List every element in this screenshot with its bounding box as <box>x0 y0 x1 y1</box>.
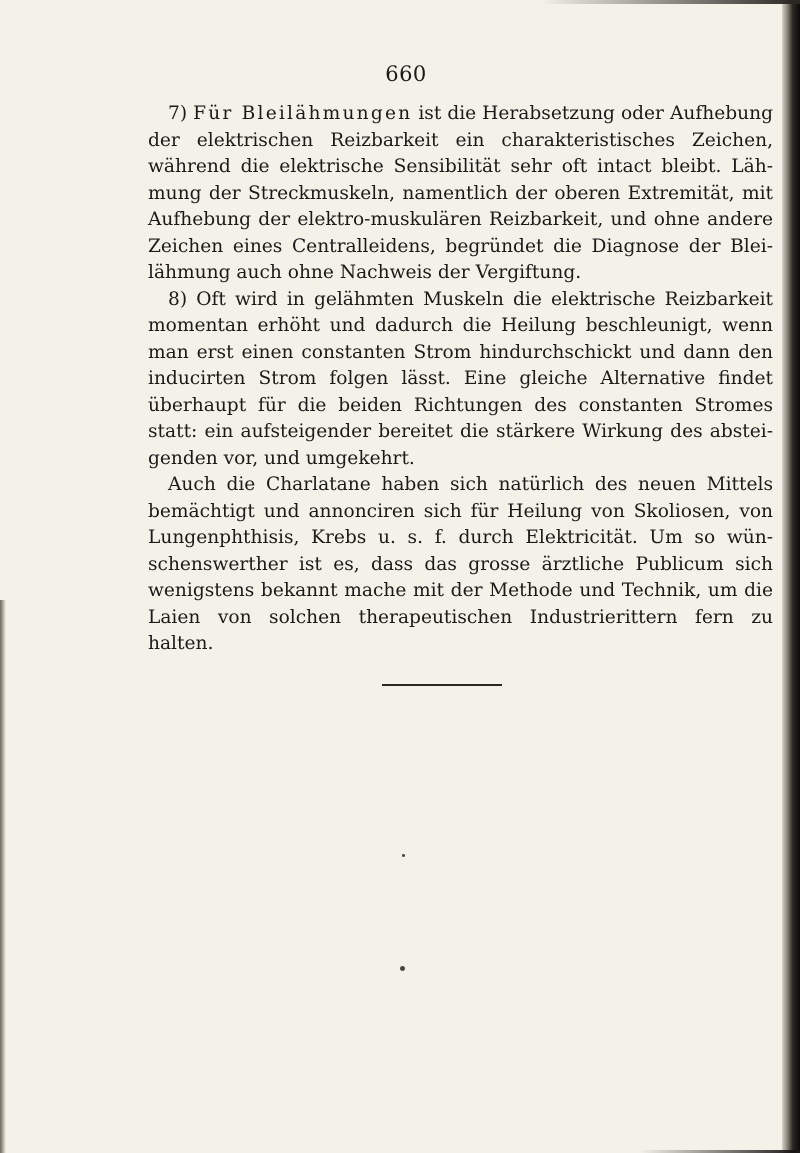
section-end-rule <box>382 684 502 686</box>
paragraph-text: Auch die Charlatane haben sich natürlich des neuen Mittels bemächtigt und annonciren sich für Heilung von Skoliosen, von Lungenphthisis, Krebs u. s. f. durch Elektricität. Um so wünschenswerther ist es, dass das grosse ärztliche Publicum sich wenigstens bekannt mache mit der Methode und Technik, um die Laien von solchen therapeutischen Industrierittern fern zu halten. <box>148 474 773 654</box>
paragraph-8 <box>148 287 773 473</box>
ink-speck <box>400 966 405 971</box>
top-edge-shadow <box>540 0 800 4</box>
paragraph-text: Oft wird in gelähmten Muskeln die elektrische Reizbarkeit momentan erhöht und dadurch die Heilung beschleunigt, wenn man erst einen constanten Strom hindurchschickt und dann den inducirten Strom folgen lässt. Eine gleiche Alternative findet überhaupt für die beiden Richtungen des constanten Stromes statt: ein aufsteigender bereitet die stärkere Wirkung des absteigenden vor, und umgekehrt. <box>148 288 773 469</box>
ink-speck <box>402 854 405 857</box>
binding-edge <box>782 0 800 1153</box>
page-number: 660 <box>385 62 427 86</box>
emphasized-term: Für Bleilähmungen <box>193 103 413 124</box>
left-edge-shadow <box>0 600 6 1153</box>
paragraph-number: 7) <box>168 103 188 124</box>
paragraph-closing <box>148 472 773 658</box>
paragraph-number: 8) <box>168 288 188 310</box>
paragraph-text: ist die Herabsetzung oder Aufhebung der elektrischen Reizbarkeit ein charakteristisches Zeichen, während die elektrische Sensibilität sehr oft intact bleibt. Lähmung der Streckmuskeln, namentlich der oberen Extremität, mit Aufhebung der elektro-muskulären Reizbarkeit, und ohne andere Zeichen eines Centralleidens, begründet die Diagnose der Bleilähmung auch ohne Nachweis der Vergiftung. <box>148 103 773 283</box>
body-text <box>148 101 773 658</box>
paragraph-7 <box>148 101 773 287</box>
